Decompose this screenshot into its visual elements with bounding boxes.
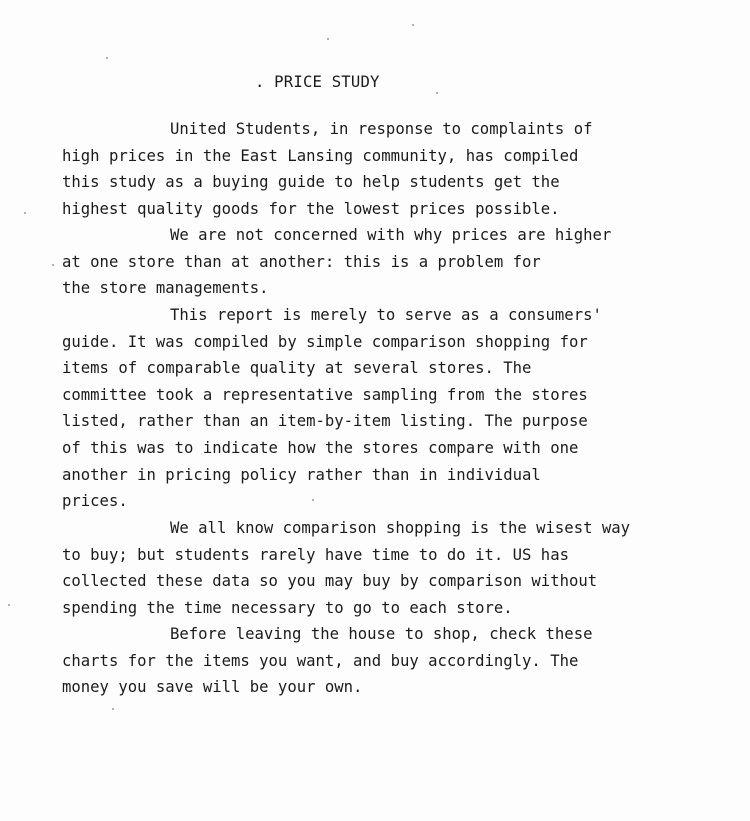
text-line: This report is merely to serve as a consumers' <box>170 306 602 324</box>
text-line: this study as a buying guide to help students get the <box>62 173 560 192</box>
text-line: high prices in the East Lansing community, has compiled <box>62 146 579 165</box>
text-line: the store managements. <box>62 279 269 298</box>
paragraph-method <box>62 302 712 515</box>
scan-speck <box>412 24 414 26</box>
text-line: money you save will be your own. <box>62 678 363 697</box>
text-line: prices. <box>62 492 128 511</box>
text-line: charts for the items you want, and buy accordingly. The <box>62 651 579 670</box>
text-line: listed, rather than an item-by-item listing. The purpose <box>62 412 588 431</box>
text-line: United Students, in response to complaints of <box>170 120 593 138</box>
paragraph-intro <box>62 116 712 222</box>
text-line: items of comparable quality at several stores. The <box>62 359 532 378</box>
scan-speck <box>8 604 10 606</box>
scan-speck <box>106 57 108 59</box>
page-title: . PRICE STUDY <box>255 73 380 91</box>
scan-speck <box>112 708 114 710</box>
scan-speck <box>24 212 26 214</box>
text-line: guide. It was compiled by simple comparison shopping for <box>62 332 588 351</box>
text-line: We all know comparison shopping is the wisest way <box>170 519 631 537</box>
text-line: of this was to indicate how the stores compare with one <box>62 438 579 457</box>
text-line: highest quality goods for the lowest prices possible. <box>62 199 560 218</box>
text-line: We are not concerned with why prices are higher <box>170 226 612 244</box>
scan-speck <box>327 38 329 40</box>
text-line: committee took a representative sampling from the stores <box>62 385 588 404</box>
text-line: at one store than at another: this is a problem for <box>62 252 541 271</box>
paragraph-comparison <box>62 515 712 621</box>
text-line: collected these data so you may buy by comparison without <box>62 572 598 591</box>
paragraph-concern <box>62 222 712 302</box>
text-line: to buy; but students rarely have time to do it. US has <box>62 545 569 564</box>
text-line: Before leaving the house to shop, check these <box>170 625 593 643</box>
text-line: spending the time necessary to go to each store. <box>62 598 513 617</box>
text-line: another in pricing policy rather than in individual <box>62 465 541 484</box>
paragraph-advice <box>62 621 712 701</box>
scan-speck <box>436 92 438 94</box>
scan-speck <box>52 264 54 266</box>
